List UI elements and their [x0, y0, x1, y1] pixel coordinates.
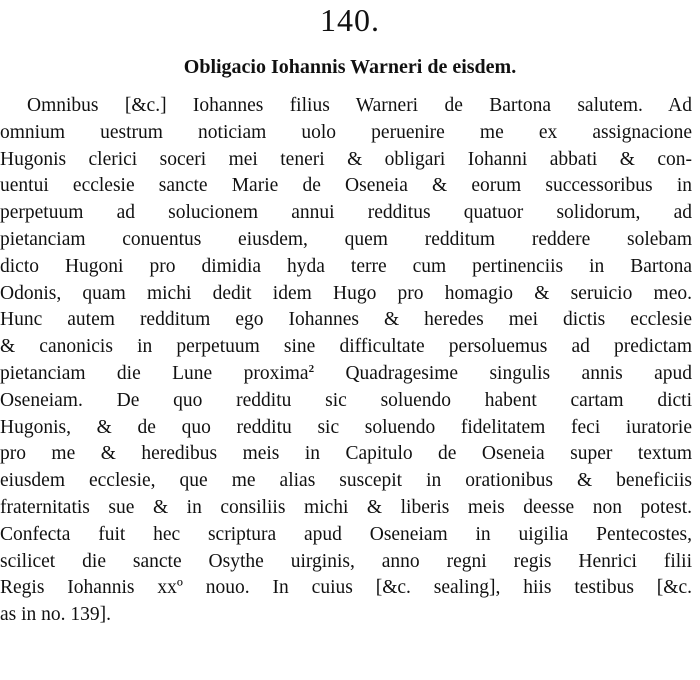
body-line: Regis Iohannis xxº nouo. In cuius [&c. sealing], hiis testibus [&c. [0, 577, 692, 599]
document-number: 140. [320, 2, 380, 38]
body-line: fraternitatis sue & in consiliis michi & liberis meis deesse non potest. [0, 496, 692, 518]
body-line: pro me & heredibus meis in Capitulo de Oseneia super textum [0, 443, 692, 465]
body-line-with-footnote [0, 361, 692, 388]
document-body [0, 93, 692, 629]
body-line: dicto Hugoni pro dimidia hyda terre cum pertinenciis in Bartona [0, 255, 692, 277]
body-line: & canonicis in perpetuum sine difficultate persoluemus ad predictam [0, 336, 692, 358]
body-line: Hugonis clerici soceri mei teneri & obligari Iohanni abbati & con- [0, 148, 692, 170]
body-line: scilicet die sancte Osythe uirginis, anno regni regis Henrici filii [0, 550, 692, 572]
body-line: uentui ecclesie sancte Marie de Oseneia & eorum successoribus in [0, 175, 692, 197]
body-line: omnium uestrum noticiam uolo peruenire me ex assignacione [0, 121, 692, 143]
body-line-part: Quadragesime singulis annis apud [314, 362, 692, 384]
body-line-part: pietanciam die Lune proxima [0, 362, 309, 384]
body-line: Odonis, quam michi dedit idem Hugo pro homagio & seruicio meo. [0, 282, 692, 304]
body-line: Hunc autem redditum ego Iohannes & heredes mei dictis ecclesie [0, 309, 692, 331]
body-line: perpetuum ad solucionem annui redditus quatuor solidorum, ad [0, 202, 692, 224]
body-line: Hugonis, & de quo redditu sic soluendo fidelitatem feci iuratorie [0, 416, 692, 438]
body-line: eiusdem ecclesie, que me alias suscepit in orationibus & beneficiis [0, 470, 692, 492]
body-line: Oseneiam. De quo redditu sic soluendo habent cartam dicti [0, 389, 692, 411]
body-line: as in no. 139]. [0, 604, 112, 626]
document-title: Obligacio Iohannis Warneri de eisdem. [183, 56, 517, 78]
body-line: pietanciam conuentus eiusdem, quem redditum reddere solebam [0, 228, 692, 250]
body-line: Confecta fuit hec scriptura apud Oseneiam in uigilia Pentecostes, [0, 523, 692, 545]
footnote-marker[interactable]: 2 [308, 362, 315, 375]
body-line: Omnibus [&c.] Iohannes filius Warneri de Bartona salutem. Ad [27, 95, 692, 116]
